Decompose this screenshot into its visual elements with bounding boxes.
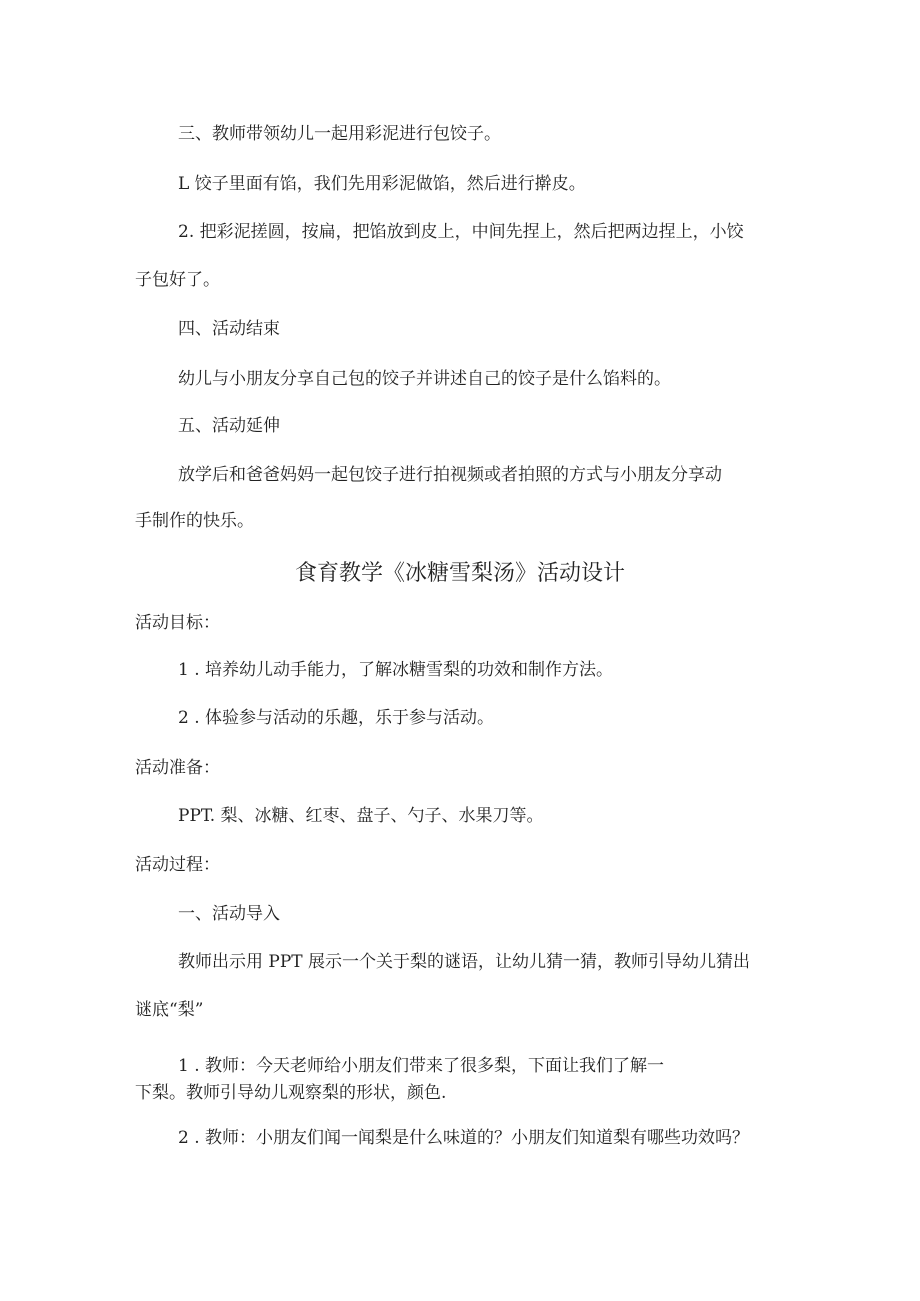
step3-heading: 三、教师带领幼儿一起用彩泥进行包饺子。 xyxy=(178,124,501,144)
process-step1-item1-line1: 1 . 教师：今天老师给小朋友们带来了很多梨，下面让我们了解一 xyxy=(178,1056,665,1076)
prep-label: 活动准备： xyxy=(135,758,220,778)
process-step1-text-line1: 教师出示用 PPT 展示一个关于梨的谜语，让幼儿猜一猜，教师引导幼儿猜出 xyxy=(178,952,751,972)
step5-text-line2: 手制作的快乐。 xyxy=(135,511,254,531)
step5-text-line1: 放学后和爸爸妈妈一起包饺子进行拍视频或者拍照的方式与小朋友分享动 xyxy=(178,465,722,485)
step4-text: 幼儿与小朋友分享自己包的饺子并讲述自己的饺子是什么馅料的。 xyxy=(178,369,671,389)
step5-heading: 五、活动延伸 xyxy=(178,416,280,436)
process-step1-item2: 2 . 教师：小朋友们闻一闻梨是什么味道的？小朋友们知道梨有哪些功效吗？ xyxy=(178,1128,750,1148)
step3-item2-line2: 子包好了。 xyxy=(135,270,220,290)
process-step1-item1-line2: 下梨。教师引导幼儿观察梨的形状，颜色. xyxy=(135,1083,447,1103)
goals-label: 活动目标： xyxy=(135,613,220,633)
step3-item2-line1: 2. 把彩泥搓圆，按扁，把馅放到皮上，中间先捏上，然后把两边捏上，小饺 xyxy=(178,222,744,242)
goal-item-2: 2 . 体验参与活动的乐趣，乐于参与活动。 xyxy=(178,708,495,728)
process-label: 活动过程： xyxy=(135,855,220,875)
section-title: 食育教学《冰糖雪梨汤》活动设计 xyxy=(294,561,625,586)
goal-item-1: 1 . 培养幼儿动手能力，了解冰糖雪梨的功效和制作方法。 xyxy=(178,660,614,680)
step3-item1: L 饺子里面有馅，我们先用彩泥做馅，然后进行擀皮。 xyxy=(178,174,586,194)
process-step1-heading: 一、活动导入 xyxy=(178,904,280,924)
process-step1-text-line2: 谜底“梨” xyxy=(135,1000,204,1020)
prep-text: PPT. 梨、冰糖、红枣、盘子、勺子、水果刀等。 xyxy=(178,806,544,826)
step4-heading: 四、活动结束 xyxy=(178,319,280,339)
